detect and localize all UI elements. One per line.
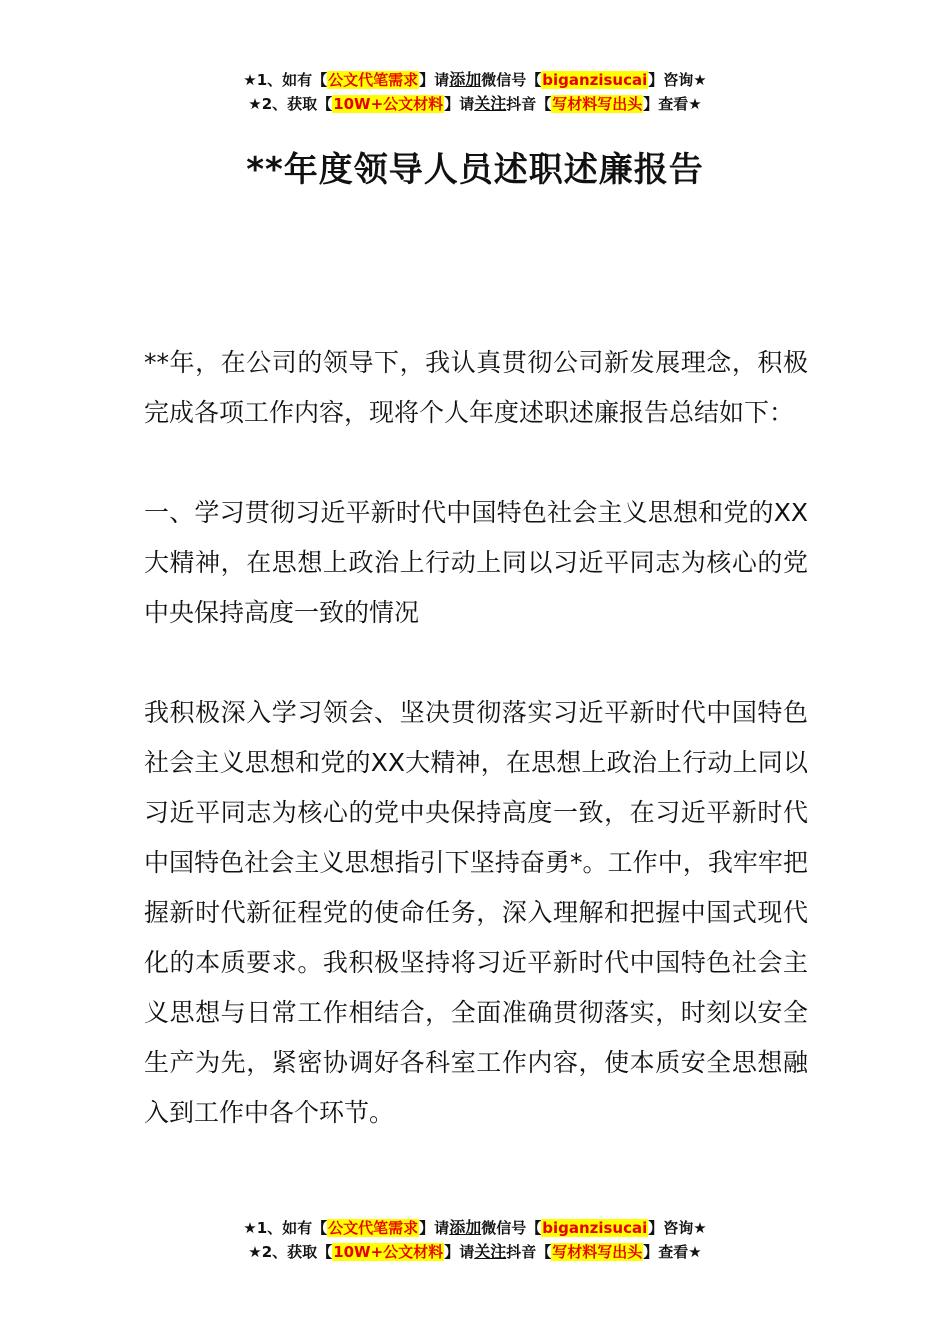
- banner-highlight: 公文代笔需求: [328, 71, 419, 89]
- section-heading-1: 一、学习贯彻习近平新时代中国特色社会主义思想和党的XX大精神，在思想上政治上行动上同以习近平同志为核心的党中央保持高度一致的情况: [144, 498, 808, 627]
- document-body: [144, 338, 808, 1138]
- document-title: **年度领导人员述职述廉报告: [246, 150, 704, 190]
- banner-text: 微信号【: [481, 1219, 542, 1237]
- banner-text: 】请: [419, 1219, 450, 1237]
- banner-underline: 关注: [474, 94, 507, 113]
- banner-underline: 关注: [474, 1242, 507, 1261]
- banner-underline: 添加: [449, 1218, 482, 1237]
- banner-text: 】查看★: [643, 95, 702, 113]
- banner-text: 】咨询★: [648, 1219, 707, 1237]
- banner-text: 抖音【: [506, 1243, 552, 1261]
- banner-highlight: 10W+公文材料: [333, 1243, 444, 1261]
- banner-text: 】咨询★: [648, 71, 707, 89]
- banner-line-2: [0, 92, 950, 116]
- banner-text: 微信号【: [481, 71, 542, 89]
- banner-text: ★2、获取【: [248, 95, 333, 113]
- banner-underline: 添加: [449, 70, 482, 89]
- footer-banner: [0, 1216, 950, 1264]
- banner-text: 】请: [444, 95, 475, 113]
- banner-highlight: biganzisucai: [542, 1219, 648, 1237]
- banner-highlight: 写材料写出头: [552, 1243, 643, 1261]
- banner-highlight: 公文代笔需求: [328, 1219, 419, 1237]
- banner-line-2: [0, 1240, 950, 1264]
- banner-text: 】请: [444, 1243, 475, 1261]
- banner-text: ★1、如有【: [243, 71, 328, 89]
- banner-text: ★2、获取【: [248, 1243, 333, 1261]
- banner-highlight: 写材料写出头: [552, 95, 643, 113]
- paragraph-section-1: 我积极深入学习领会、坚决贯彻落实习近平新时代中国特色社会主义思想和党的XX大精神，在思想上政治上行动上同以习近平同志为核心的党中央保持高度一致，在习近平新时代中国特色社会主义思想指引下坚持奋勇*。工作中，我牢牢把握新时代新征程党的使命任务，深入理解和把握中国式现代化的本质要求。我积极坚持将习近平新时代中国特色社会主义思想与日常工作相结合，全面准确贯彻落实，时刻以安全生产为先，紧密协调好各科室工作内容，使本质安全思想融入到工作中各个环节。: [144, 698, 808, 1127]
- banner-text: 抖音【: [506, 95, 552, 113]
- banner-highlight: biganzisucai: [542, 71, 648, 89]
- banner-line-1: [0, 68, 950, 92]
- banner-highlight: 10W+公文材料: [333, 95, 444, 113]
- banner-line-1: [0, 1216, 950, 1240]
- header-banner: [0, 68, 950, 116]
- banner-text: 】查看★: [643, 1243, 702, 1261]
- banner-text: 】请: [419, 71, 450, 89]
- paragraph-intro: **年，在公司的领导下，我认真贯彻公司新发展理念，积极完成各项工作内容，现将个人年度述职述廉报告总结如下：: [144, 348, 808, 427]
- banner-text: ★1、如有【: [243, 1219, 328, 1237]
